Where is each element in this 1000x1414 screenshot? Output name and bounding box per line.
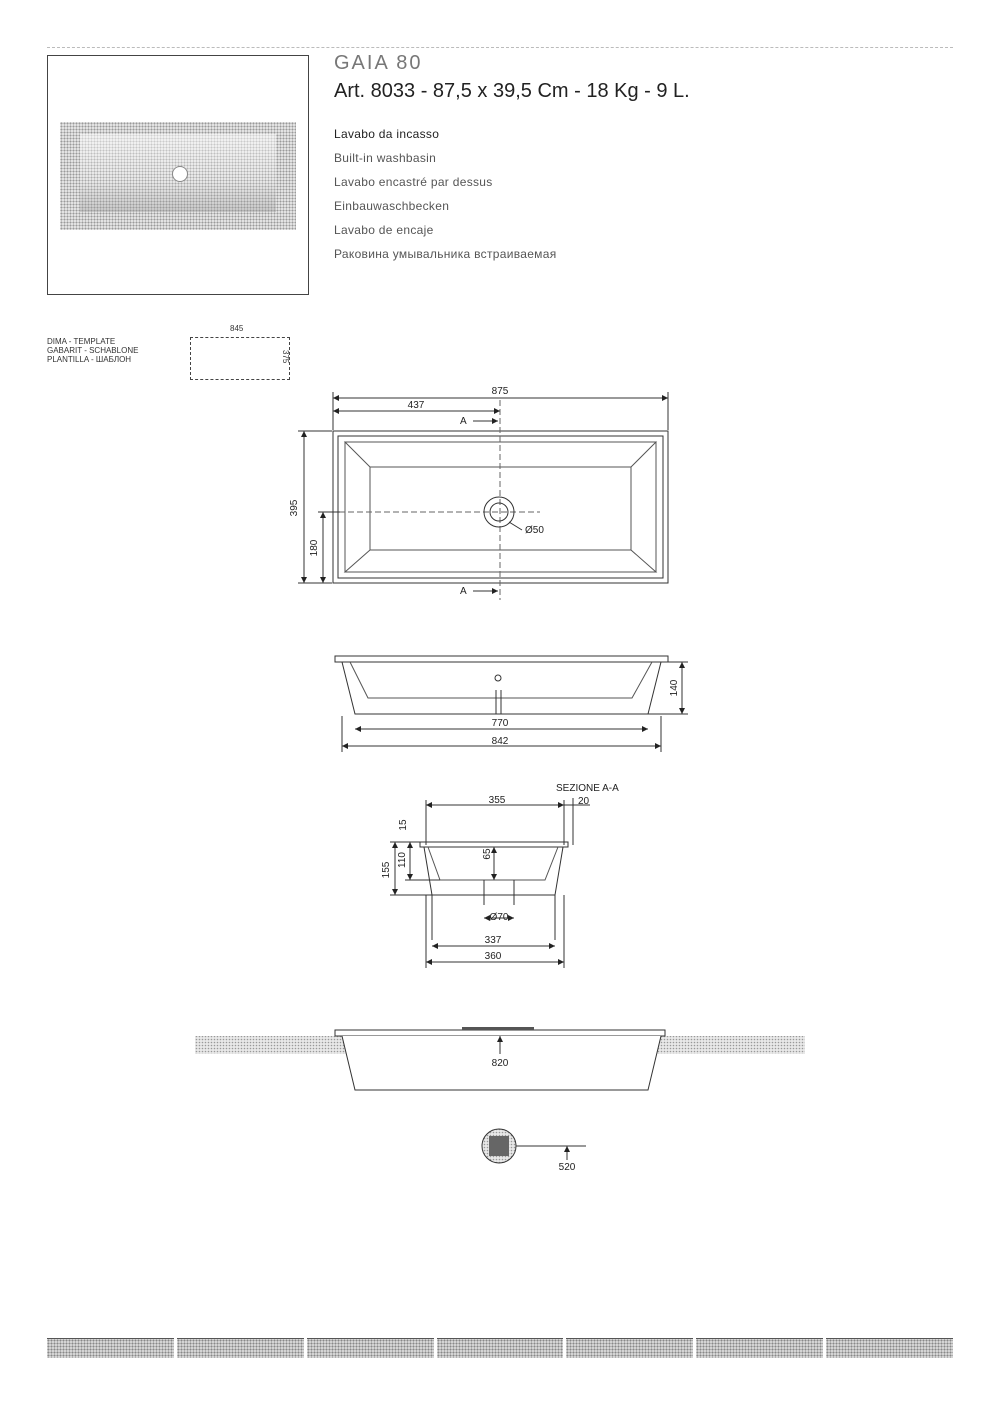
product-name: GAIA 80 (334, 52, 423, 74)
footer-segment (47, 1338, 174, 1358)
dim-basin-depth: 65 (482, 848, 493, 860)
template-width: 845 (230, 324, 244, 333)
dim-rim: 20 (578, 796, 590, 807)
template-label: GABARIT - SCHABLONE (47, 346, 139, 355)
dim-depth: 395 (289, 499, 300, 517)
section-title: SEZIONE A-A (556, 783, 619, 794)
description-es: Lavabo de encaje (334, 223, 434, 237)
footer-segment (437, 1338, 564, 1358)
dim-total-height: 155 (381, 861, 392, 879)
dim-bottom-width: 842 (491, 736, 509, 747)
template-label: DIMA - TEMPLATE (47, 337, 116, 346)
footer-segment (696, 1338, 823, 1358)
dim-front-height: 140 (669, 679, 680, 697)
footer-segment (566, 1338, 693, 1358)
section-marker-bottom: A (460, 586, 467, 597)
footer-bar (47, 1338, 953, 1358)
top-view (298, 392, 668, 600)
drain-detail (482, 1129, 586, 1163)
dim-rim-thickness: 15 (398, 819, 409, 831)
dim-outer-bottom: 360 (484, 951, 502, 962)
description-de: Einbauwaschbecken (334, 199, 450, 213)
description-ru: Раковина умывальника встраиваемая (334, 247, 557, 261)
product-article: Art. 8033 - 87,5 x 39,5 Cm - 18 Kg - 9 L. (334, 80, 690, 102)
footer-segment (307, 1338, 434, 1358)
footer-segment (177, 1338, 304, 1358)
dim-section-width: 355 (488, 795, 506, 806)
dim-installation-height: 820 (491, 1058, 509, 1069)
footer-segment (826, 1338, 953, 1358)
dim-drain-diameter: Ø50 (525, 525, 544, 536)
front-view (335, 656, 688, 752)
dim-half-width: 437 (407, 400, 425, 411)
dim-section-drain: Ø70 (489, 912, 509, 923)
template-label: PLANTILLA - ШАБЛОН (47, 355, 132, 364)
dim-inner-width: 770 (491, 718, 509, 729)
dim-inner-bottom: 337 (484, 935, 502, 946)
template-height: 375 (281, 350, 290, 364)
dim-inner-depth: 110 (397, 852, 408, 868)
dim-drain-offset: 180 (309, 539, 320, 557)
description-it: Lavabo da incasso (334, 127, 440, 141)
description-en: Built-in washbasin (334, 151, 437, 165)
dim-total-width: 875 (491, 386, 509, 397)
dim-drain-height: 520 (558, 1162, 576, 1173)
section-marker-top: A (460, 416, 467, 427)
description-fr: Lavabo encastré par dessus (334, 175, 493, 189)
